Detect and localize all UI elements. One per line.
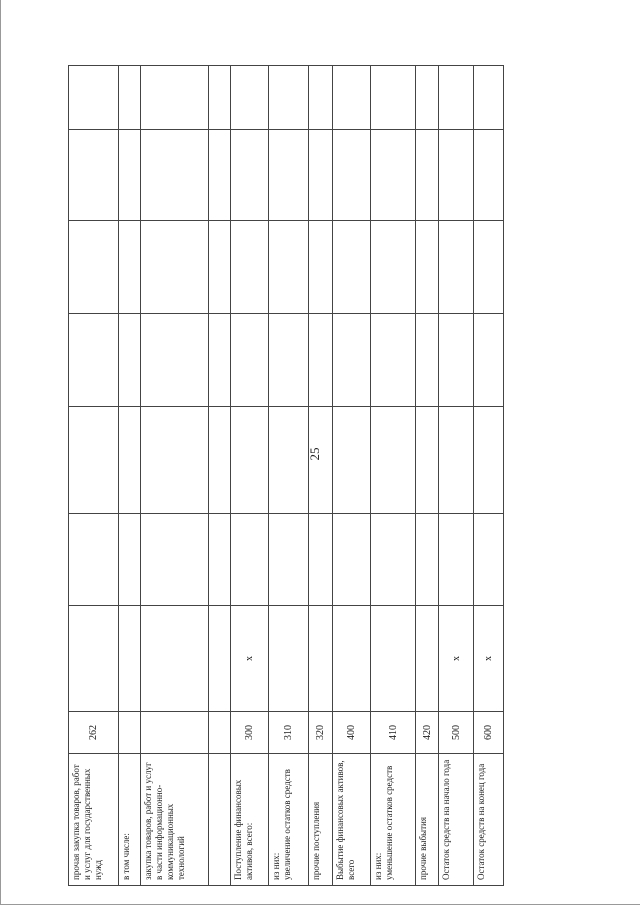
financial-table-container: [68, 66, 503, 886]
table-row: [209, 66, 231, 886]
table-row: [474, 66, 504, 886]
table-cell: [119, 130, 141, 221]
table-cell: [333, 606, 371, 712]
table-cell: [269, 606, 309, 712]
row-label: [209, 754, 231, 886]
table-cell: [69, 407, 119, 514]
table-cell: [209, 606, 231, 712]
table-cell: х: [231, 606, 269, 712]
row-code: 262: [69, 712, 119, 754]
table-cell: [416, 221, 439, 314]
table-cell: [209, 514, 231, 606]
table-cell: [309, 514, 333, 606]
table-cell: [416, 130, 439, 221]
table-cell: [119, 407, 141, 514]
table-cell: [69, 130, 119, 221]
table-cell: [141, 606, 209, 712]
table-cell: х: [474, 606, 504, 712]
table-cell: х: [439, 606, 474, 712]
table-cell: [333, 66, 371, 130]
table-cell: [141, 66, 209, 130]
table-cell: [209, 130, 231, 221]
table-cell: [439, 66, 474, 130]
table-cell: [309, 66, 333, 130]
table-cell: [474, 66, 504, 130]
row-label: из них: уменьшение остатков средств: [371, 754, 416, 886]
table-cell: [141, 221, 209, 314]
table-cell: [69, 221, 119, 314]
row-label: закупка товаров, работ и услуг в части информационно-коммуникационных технологий: [141, 754, 209, 886]
table-cell: [141, 407, 209, 514]
table-rotator: [68, 66, 503, 886]
scan-edge-left: [0, 0, 1, 905]
table-cell: [69, 66, 119, 130]
page-number: 25: [307, 447, 322, 461]
table-cell: [439, 221, 474, 314]
table-cell: [416, 314, 439, 407]
row-label: в том числе:: [119, 754, 141, 886]
table-cell: [231, 314, 269, 407]
table-cell: [209, 66, 231, 130]
table-cell: [474, 407, 504, 514]
table-cell: [309, 407, 333, 514]
table-cell: [333, 514, 371, 606]
table-cell: [309, 221, 333, 314]
row-code: [119, 712, 141, 754]
table-cell: [439, 514, 474, 606]
table-cell: [474, 221, 504, 314]
table-cell: [416, 606, 439, 712]
table-cell: [269, 314, 309, 407]
table-body: [69, 66, 504, 886]
table-cell: [474, 314, 504, 407]
table-row: [371, 66, 416, 886]
table-cell: [119, 514, 141, 606]
table-cell: [69, 514, 119, 606]
row-code: [209, 712, 231, 754]
row-code: 500: [439, 712, 474, 754]
table-cell: [474, 514, 504, 606]
table-cell: [439, 407, 474, 514]
row-code: 410: [371, 712, 416, 754]
table-cell: [119, 66, 141, 130]
table-cell: [474, 130, 504, 221]
table-row: [309, 66, 333, 886]
table-row: [416, 66, 439, 886]
row-label: прочие поступления: [309, 754, 333, 886]
table-cell: [209, 407, 231, 514]
table-cell: [371, 66, 416, 130]
table-cell: [371, 130, 416, 221]
table-cell: [269, 130, 309, 221]
table-cell: [439, 314, 474, 407]
row-code: 400: [333, 712, 371, 754]
row-label: Поступление финансовых активов, всего:: [231, 754, 269, 886]
table-cell: [371, 606, 416, 712]
row-label: Остаток средств на конец года: [474, 754, 504, 886]
table-cell: [269, 221, 309, 314]
table-row: [333, 66, 371, 886]
table-cell: [269, 514, 309, 606]
table-cell: [333, 314, 371, 407]
table-cell: [416, 407, 439, 514]
table-cell: [269, 407, 309, 514]
table-cell: [231, 514, 269, 606]
row-code: [141, 712, 209, 754]
table-cell: [333, 130, 371, 221]
table-cell: [209, 314, 231, 407]
table-cell: [119, 314, 141, 407]
row-label: прочие выбытия: [416, 754, 439, 886]
table-cell: [371, 221, 416, 314]
row-label: Остаток средств на начало года: [439, 754, 474, 886]
table-row: [269, 66, 309, 886]
table-cell: [371, 407, 416, 514]
table-cell: [69, 606, 119, 712]
row-code: 320: [309, 712, 333, 754]
row-code: 300: [231, 712, 269, 754]
table-row: [231, 66, 269, 886]
table-cell: [231, 221, 269, 314]
table-cell: [69, 314, 119, 407]
table-row: [141, 66, 209, 886]
row-code: 600: [474, 712, 504, 754]
table-cell: [269, 66, 309, 130]
table-cell: [333, 407, 371, 514]
table-cell: [309, 606, 333, 712]
table-cell: [439, 130, 474, 221]
table-cell: [371, 514, 416, 606]
table-row: [69, 66, 119, 886]
row-code: 420: [416, 712, 439, 754]
table-cell: [309, 314, 333, 407]
table-row: [119, 66, 141, 886]
table-cell: [416, 514, 439, 606]
table-cell: [231, 130, 269, 221]
table-cell: [141, 130, 209, 221]
table-cell: [371, 314, 416, 407]
financial-plan-table: [68, 65, 504, 886]
table-cell: [333, 221, 371, 314]
table-cell: [141, 314, 209, 407]
row-label: Выбытие финансовых активов, всего: [333, 754, 371, 886]
row-label: прочая закупка товаров, работ и услуг для государственных нужд: [69, 754, 119, 886]
table-cell: [119, 606, 141, 712]
table-cell: [309, 130, 333, 221]
row-code: 310: [269, 712, 309, 754]
table-cell: [141, 514, 209, 606]
table-cell: [231, 66, 269, 130]
table-cell: [231, 407, 269, 514]
table-cell: [119, 221, 141, 314]
table-cell: [416, 66, 439, 130]
row-label: из них: увеличение остатков средств: [269, 754, 309, 886]
table-row: [439, 66, 474, 886]
table-cell: [209, 221, 231, 314]
